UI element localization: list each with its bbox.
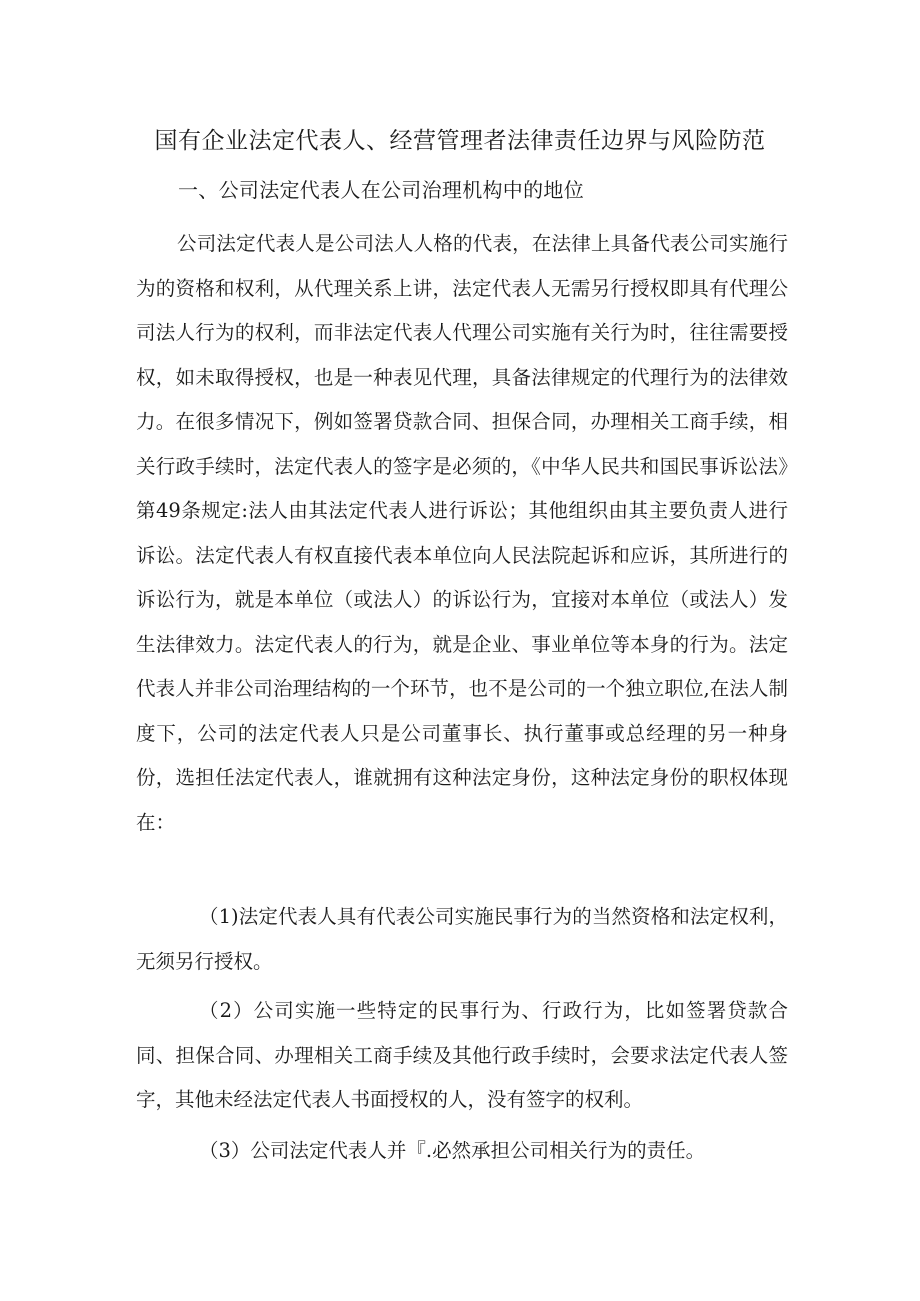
section-heading: 一、公司法定代表人在公司治理机构中的地位: [178, 178, 584, 202]
document-title: 国有企业法定代表人、经营管理者法律责任边界与风险防范: [154, 128, 766, 154]
list-item-3: （3）公司法定代表人并『.必然承担公司相关行为的责任。: [199, 1139, 706, 1162]
list-item-2: （2）公司实施一些特定的民事行为、行政行为，比如签署贷款合同、担保合同、办理相关工商手续及其他行政手续时，会要求法定代表人签字，其他未经法定代表人书面授权的人，没有签字的权利。: [136, 999, 788, 1111]
list-item-1: （1)法定代表人具有代表公司实施民事行为的当然资格和法定权利，无须另行授权。: [136, 905, 788, 973]
body-paragraph-main: 公司法定代表人是公司法人人格的代表，在法律上具备代表公司实施行为的资格和权利，从代理关系上讲，法定代表人无需另行授权即具有代理公司法人行为的权利，而非法定代表人代理公司实施有关行为时，往往需要授权，如未取得授权，也是一种表见代理，具备法律规定的代理行为的法律效力。在很多情况下，例如签署贷款合同、担保合同，办理相关工商手续，相关行政手续时，法定代表人的签字是必须的，《中华人民共和国民事诉讼法》第49条规定:法人由其法定代表人进行诉讼；其他组织由其主要负责人进行诉讼。法定代表人有权直接代表本单位向人民法院起诉和应诉，其所进行的诉讼行为，就是本单位（或法人）的诉讼行为，宜接对本单位（或法人）发生法律效力。法定代表人的行为，就是企业、事业单位等本身的行为。法定代表人并非公司治理结构的一个环节，也不是公司的一个独立职位,在法人制度下，公司的法定代表人只是公司董事长、执行董事或总经理的另一种身份，选担任法定代表人，谁就拥有这种法定身份，这种法定身份的职权体现在：: [136, 232, 788, 834]
